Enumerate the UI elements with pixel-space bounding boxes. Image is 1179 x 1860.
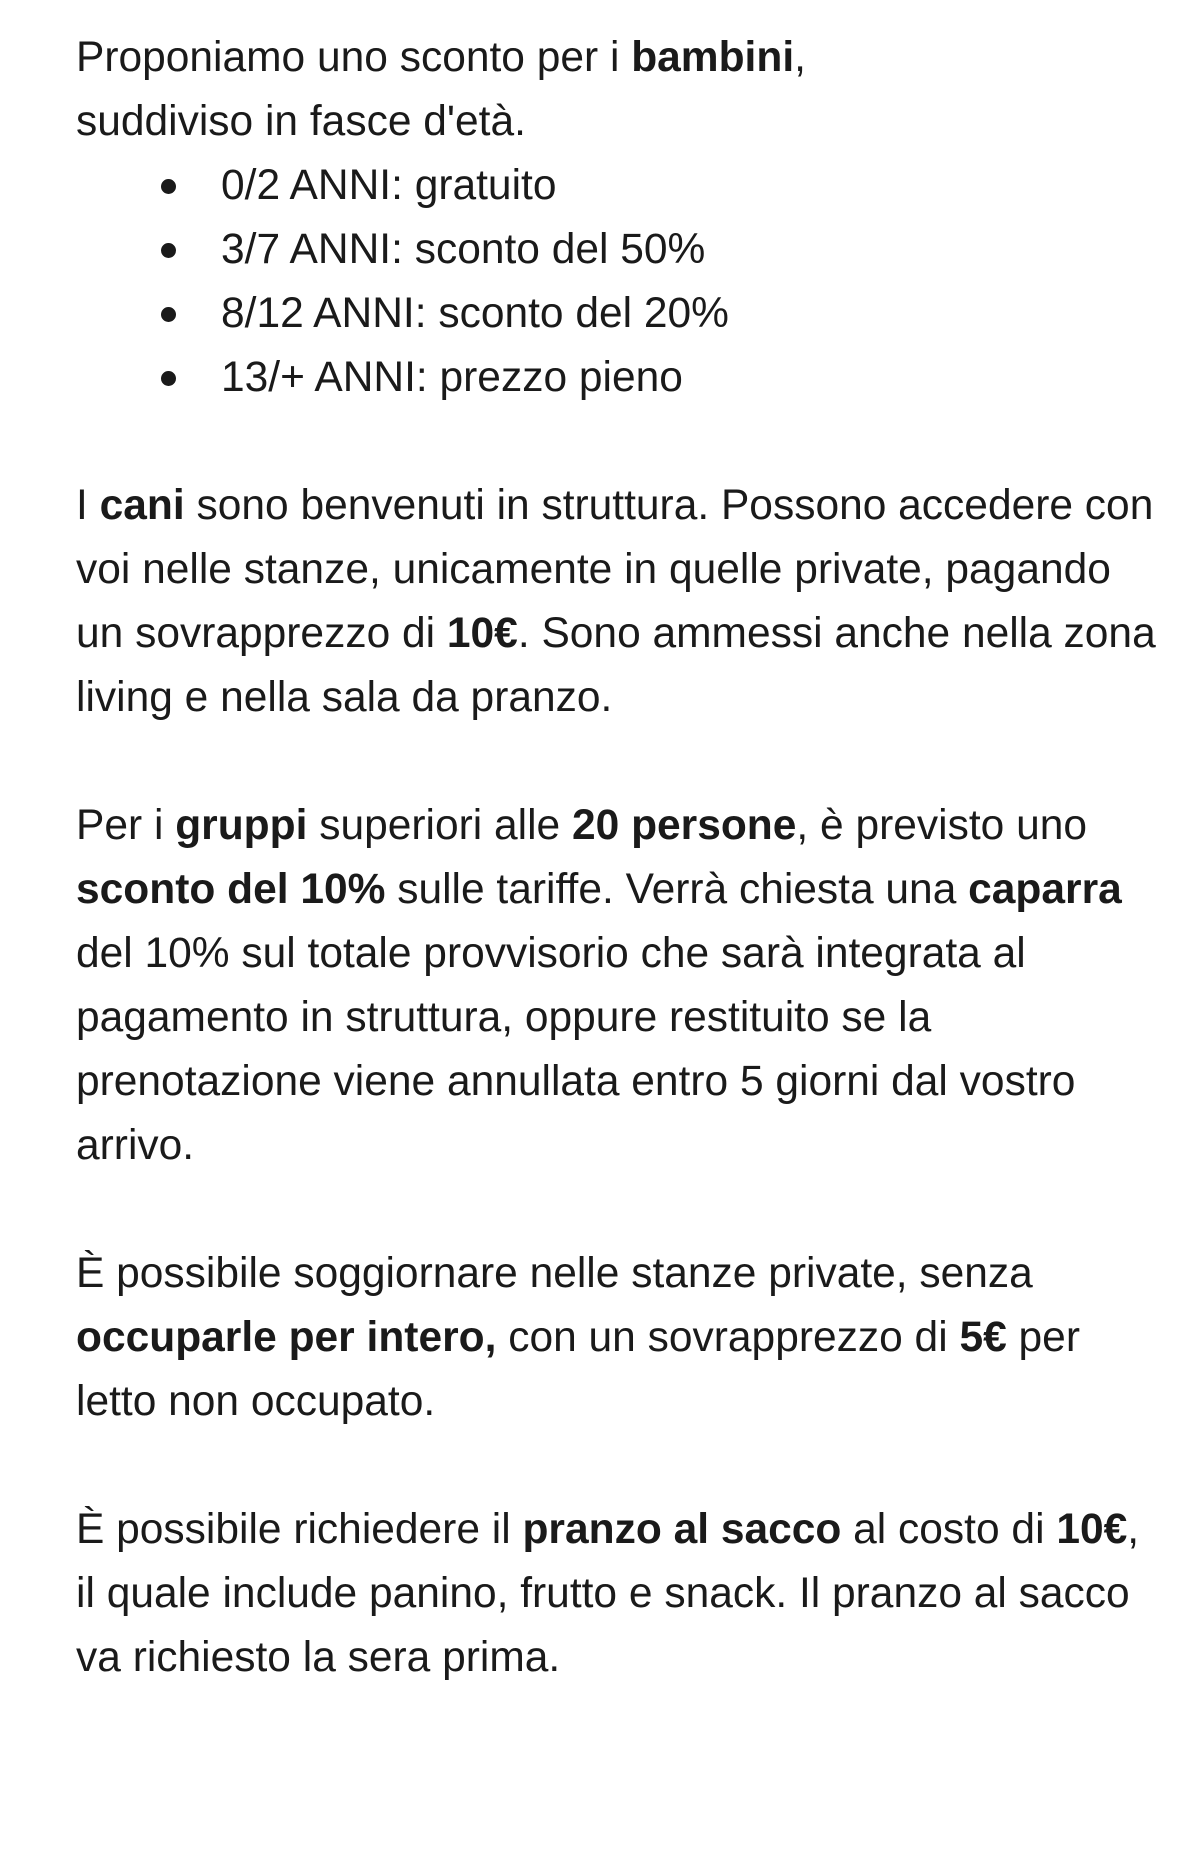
rooms-bold-occupy: occuparle per intero,: [76, 1314, 497, 1361]
bullet-icon: [161, 371, 176, 386]
children-discount-intro: [76, 26, 1166, 154]
age-bracket-list: [76, 154, 1166, 410]
dogs-text-2: sono benvenuti in struttura. Possono accedere con voi nelle stanze, unicamente in quelle private, pagando un sovrapprezzo di: [76, 482, 1154, 657]
groups-text-4: sulle tariffe. Verrà chiesta una: [385, 866, 969, 913]
dogs-bold-cani: cani: [99, 482, 185, 529]
dogs-text-3: . Sono ammessi anche nella zona living e nella sala da pranzo.: [76, 610, 1156, 721]
groups-bold-people: 20 persone: [571, 802, 797, 849]
groups-bold-caparra: caparra: [968, 866, 1122, 913]
groups-text-5: del 10% sul totale provvisorio che sarà integrata al pagamento in struttura, oppure restituito se la prenotazione viene annullata entro 5 giorni dal vostro arrivo.: [76, 930, 1076, 1169]
groups-bold-gruppi: gruppi: [175, 802, 308, 849]
list-item-label: 13/+ ANNI: prezzo pieno: [221, 354, 683, 401]
groups-text-3: , è previsto uno: [796, 802, 1087, 849]
intro-comma: ,: [794, 34, 806, 81]
document-body: [76, 26, 1166, 1690]
list-item: [76, 218, 1166, 282]
bullet-icon: [161, 307, 176, 322]
groups-text-2: superiori alle: [307, 802, 572, 849]
lunch-paragraph: [76, 1498, 1166, 1690]
groups-paragraph: [76, 794, 1166, 1178]
rooms-bold-price: 5€: [959, 1314, 1007, 1361]
bullet-icon: [161, 243, 176, 258]
lunch-text-3: , il quale include panino, frutto e snack. Il pranzo al sacco va richiesto la sera prima.: [76, 1506, 1140, 1681]
list-item: [76, 154, 1166, 218]
bullet-icon: [161, 179, 176, 194]
lunch-text-2: al costo di: [841, 1506, 1057, 1553]
rooms-text-3: per letto non occupato.: [76, 1314, 1080, 1425]
lunch-bold-price: 10€: [1056, 1506, 1128, 1553]
dogs-bold-price: 10€: [446, 610, 518, 657]
intro-bold-children: bambini: [631, 34, 795, 81]
lunch-text-1: È possibile richiedere il: [76, 1506, 523, 1553]
list-item-label: 8/12 ANNI: sconto del 20%: [221, 290, 729, 337]
rooms-text-1: È possibile soggiornare nelle stanze private, senza: [76, 1250, 1033, 1297]
dogs-paragraph: [76, 474, 1166, 730]
groups-text-1: Per i: [76, 802, 176, 849]
list-item: [76, 346, 1166, 410]
list-item-label: 3/7 ANNI: sconto del 50%: [221, 226, 706, 273]
dogs-text-1: I: [76, 482, 100, 529]
rooms-paragraph: [76, 1242, 1166, 1434]
rooms-text-2: con un sovrapprezzo di: [496, 1314, 960, 1361]
intro-text: Proponiamo uno sconto per i: [76, 34, 632, 81]
lunch-bold-packed-lunch: pranzo al sacco: [522, 1506, 842, 1553]
list-item-label: 0/2 ANNI: gratuito: [221, 162, 557, 209]
intro-line2: suddiviso in fasce d'età.: [76, 98, 526, 145]
groups-bold-discount: sconto del 10%: [76, 866, 386, 913]
list-item: [76, 282, 1166, 346]
